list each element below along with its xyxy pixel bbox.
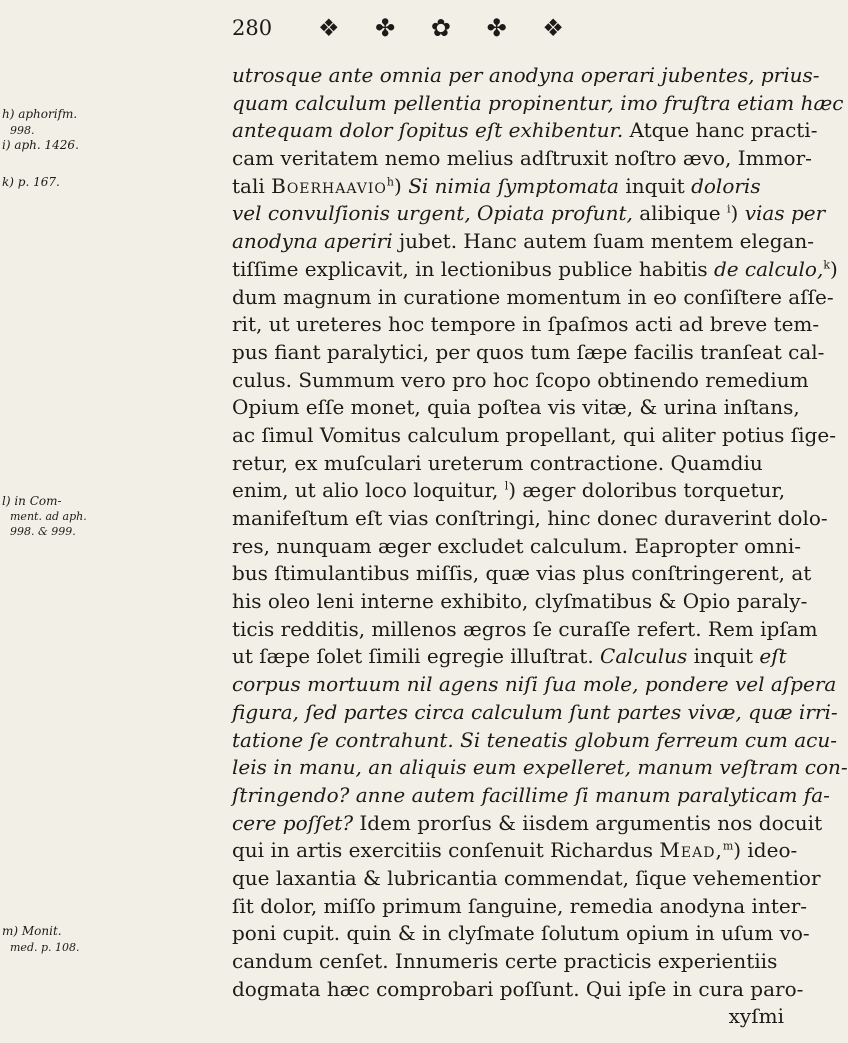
text-run: Boerhaavio (271, 173, 387, 198)
footnote-marker: i (727, 202, 731, 216)
text-line (232, 173, 792, 201)
text-run: vel convulſionis urgent, Opiata profunt, (232, 201, 633, 226)
footnote-marker: k (823, 258, 831, 272)
text-line (232, 477, 792, 505)
text-run: que laxantia & lubricantia commendat, ſique vehementior (232, 865, 821, 890)
text-line (232, 699, 838, 727)
text-line (232, 643, 792, 671)
text-run: Idem prorſus & iisdem argumentis nos docuit (353, 810, 823, 835)
page-header (232, 14, 632, 50)
text-run: cere poſſet? (232, 810, 354, 835)
margin-note-m: m) Monit. (2, 924, 62, 938)
text-line (232, 893, 808, 921)
text-run: Mead, (659, 838, 723, 863)
text-run: inquit (687, 644, 760, 669)
text-run: ſtringendo? anne autem facillime ſi manum paralyticam fa- (232, 782, 830, 807)
text-run: quam calculum pellentia propinentur, imo fruſtra etiam hæc (232, 90, 844, 115)
text-line (232, 727, 837, 755)
text-line (232, 837, 798, 865)
text-run: ) æger doloribus torquetur, (508, 478, 786, 503)
text-run: doloris (691, 173, 761, 198)
text-run: dum magnum in curatione momentum in eo conſiſtere aſſe- (232, 284, 834, 309)
text-run: alibique (632, 201, 727, 226)
text-run: pus fiant paralytici, per quos tum ſæpe facilis tranſeat cal- (232, 339, 825, 364)
text-run: retur, ex muſculari ureterum contractione. Quamdiu (232, 450, 763, 475)
margin-note-l: l) in Com- (2, 494, 62, 508)
text-run: cam veritatem nemo melius adſtruxit noſtro ævo, Immor- (232, 146, 812, 171)
text-run: enim, ut alio loco loquitur, (232, 478, 505, 503)
text-run: tatione ſe contrahunt. Si teneatis globum ferreum cum acu- (232, 727, 837, 752)
text-line (232, 450, 792, 478)
text-run: rit, ut ureteres hoc tempore in ſpaſmos acti ad breve tem- (232, 312, 820, 337)
text-line (232, 865, 821, 893)
margin-note-h: h) aphorifm. (2, 107, 78, 121)
text-line (232, 311, 820, 339)
text-run: ) (830, 256, 838, 281)
text-line (232, 505, 828, 533)
text-run: figura, ſed partes circa calculum ſunt partes vivæ, quæ irri- (232, 699, 838, 724)
text-run: ) (730, 201, 745, 226)
text-run: ſit dolor, miſſo primum ſanguine, remedia anodyna inter- (232, 893, 808, 918)
text-run: res, nunquam æger excludet calculum. Eapropter omni- (232, 533, 802, 558)
body-text (232, 62, 848, 1031)
text-line (232, 1003, 792, 1031)
text-run: leis in manu, an aliquis eum expelleret, manum veſtram con- (232, 755, 848, 780)
text-run: Opium eſſe monet, quia poſtea vis vitæ, & urina inſtans, (232, 395, 800, 420)
margin-note-k: k) p. 167. (2, 175, 60, 189)
text-run: eſt (759, 644, 787, 669)
text-run: de calculo, (713, 256, 824, 281)
margin-note-l2: ment. ad aph. (10, 510, 87, 523)
margin-note-l3: 998. & 999. (10, 525, 76, 538)
text-line (232, 256, 838, 284)
text-line (232, 62, 820, 90)
text-run: Atque hanc practi- (623, 118, 818, 143)
text-run: his oleo leni interne exhibito, clyſmatibus & Opio paraly- (232, 589, 808, 614)
text-line (232, 90, 844, 118)
text-run: dogmata hæc comprobari poſſunt. Qui ipſe in cura paro- (232, 976, 804, 1001)
text-run: Si nimia ſymptomata (408, 173, 619, 198)
margin-note-i: i) aph. 1426. (2, 138, 79, 152)
text-line (232, 616, 818, 644)
text-line (232, 533, 802, 561)
text-line (232, 754, 848, 782)
margin-note-m2: med. p. 108. (10, 941, 80, 954)
text-line (232, 145, 812, 173)
text-run: inquit (618, 173, 692, 198)
text-line (232, 671, 837, 699)
page-number: 280 (232, 16, 273, 40)
text-run: culus. Summum vero pro hoc ſcopo obtinendo remedium (232, 367, 809, 392)
text-line (232, 394, 800, 422)
text-run: jubet. Hanc autem ſuam mentem elegan- (392, 229, 815, 254)
text-run: corpus mortuum nil agens niſi ſua mole, pondere vel aſpera (232, 672, 837, 697)
footnote-marker: m (722, 839, 734, 853)
text-run: qui in artis exercitiis conſenuit Richardus (232, 838, 660, 863)
text-line (232, 367, 809, 395)
text-run: candum cenſet. Innumeris certe practicis experientiis (232, 949, 778, 973)
text-line (232, 339, 825, 367)
text-run: manifeſtum eſt vias conſtringi, hinc donec duraverint dolo- (232, 506, 828, 530)
text-line (232, 976, 804, 1004)
footnote-marker: h (386, 175, 395, 189)
text-run: ut ſæpe ſolet ſimili egregie illuſtrat. (232, 644, 601, 669)
text-run: ticis redditis, millenos ægros ſe curaſſe refert. Rem ipſam (232, 616, 818, 641)
text-run: bus ſtimulantibus miſſis, quæ vias plus conſtringerent, at (232, 561, 812, 586)
text-line (232, 422, 836, 450)
text-run: vias per (744, 201, 826, 226)
margin-note-h2: 998. (10, 124, 35, 137)
text-line (232, 228, 815, 256)
text-run: ac ſimul Vomitus calculum propellant, qui aliter potius ſige- (232, 422, 836, 447)
text-line (232, 810, 823, 838)
footnote-marker: l (504, 479, 509, 493)
text-line (232, 560, 812, 588)
text-line (232, 588, 808, 616)
text-line (232, 920, 810, 948)
text-line (232, 948, 792, 976)
text-run: tali (232, 173, 272, 198)
text-run: poni cupit. quin & in clyſmate ſolutum opium in uſum vo- (232, 921, 810, 946)
text-run: tiſſime explicavit, in lectionibus publice habitis (232, 256, 714, 281)
text-run: Calculus (600, 644, 688, 669)
text-run: anodyna aperiri (232, 229, 393, 254)
text-line (232, 284, 834, 312)
text-line (232, 782, 830, 810)
text-run: xyſmi (728, 1004, 784, 1029)
text-run: antequam dolor ſopitus eſt exhibentur. (232, 118, 624, 143)
text-run: utrosque ante omnia per anodyna operari jubentes, prius- (232, 63, 820, 87)
text-line (232, 117, 818, 145)
text-run: ) (394, 173, 409, 198)
header-ornament: ❖ ✤ ✿ ✤ ❖ (318, 14, 578, 42)
text-run: ) ideo- (733, 838, 798, 863)
text-line (232, 200, 826, 228)
